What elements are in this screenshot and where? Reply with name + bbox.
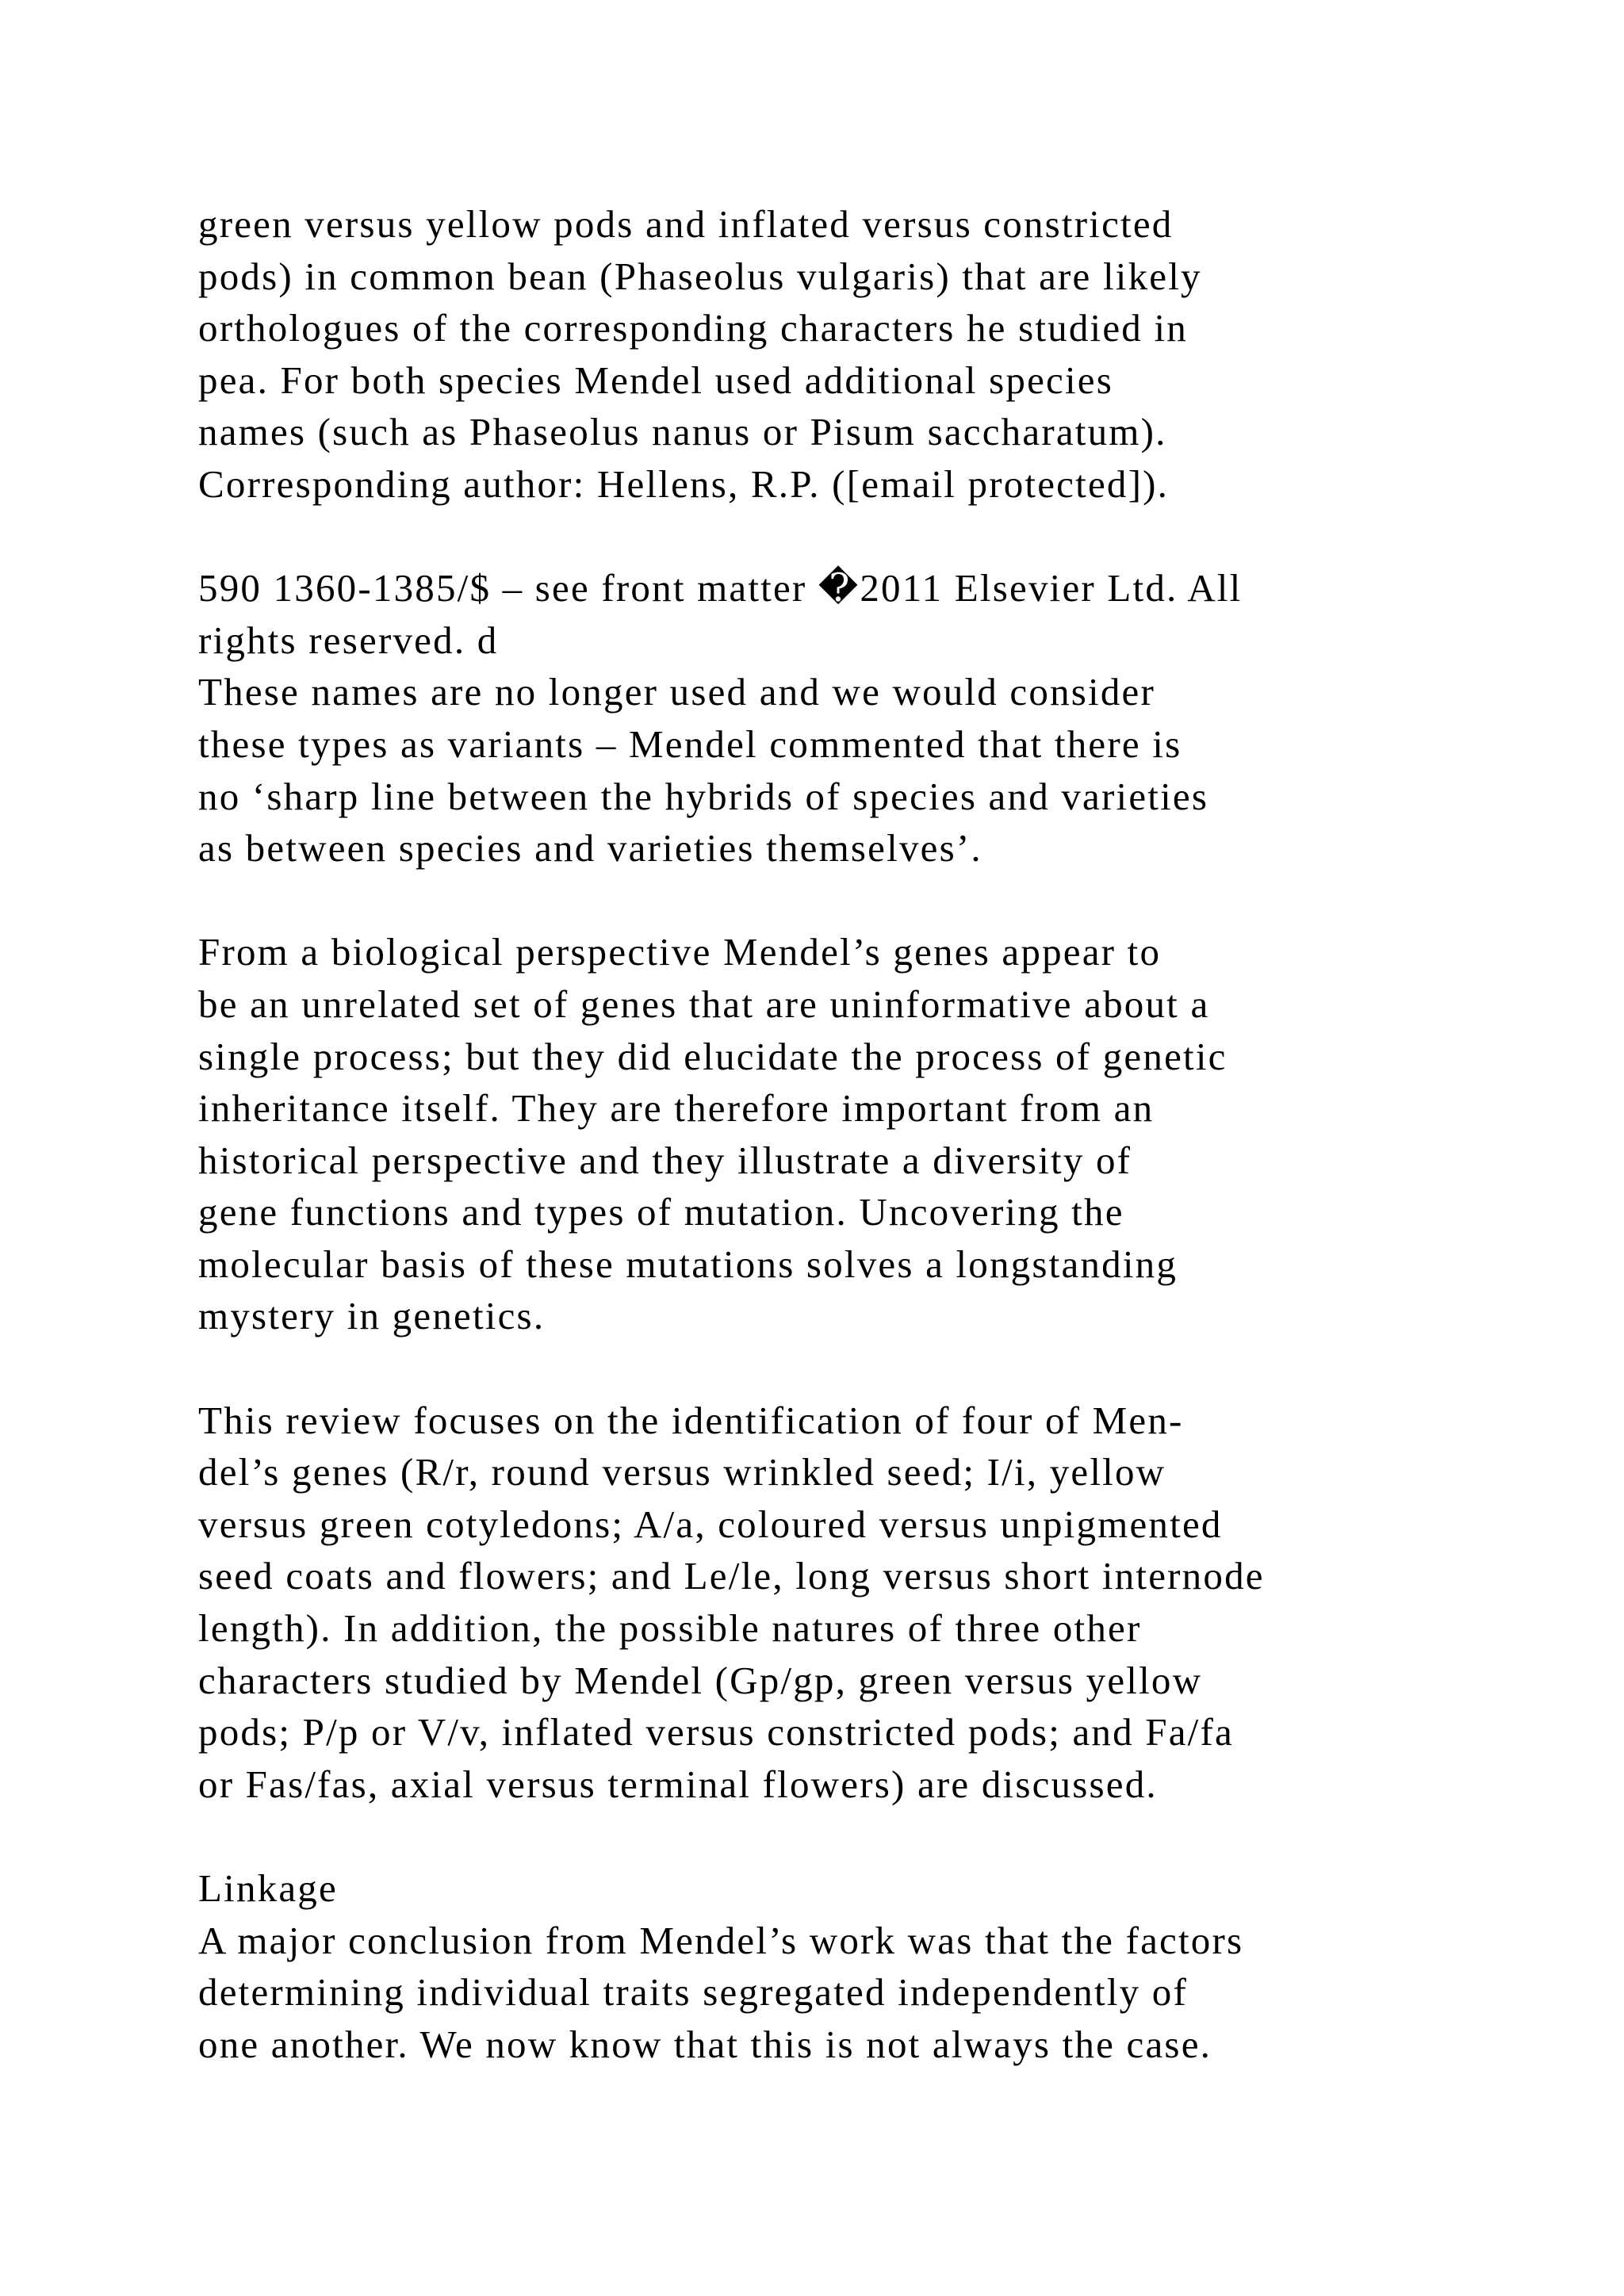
text-line: These names are no longer used and we would consider [198,670,1156,714]
text-line: pea. For both species Mendel used additional species [198,358,1114,402]
text-line: be an unrelated set of genes that are uninformative about a [198,982,1210,1026]
corresponding-author: Corresponding author: Hellens, R.P. ([email protected]). [198,461,1170,506]
text-line: pods; P/p or V/v, inflated versus constricted pods; and Fa/fa [198,1710,1234,1755]
paragraph-bean-orthologues [198,198,1594,511]
text-line: green versus yellow pods and inflated versus constricted [198,202,1174,246]
text-line: length). In addition, the possible natures of three other [198,1606,1142,1651]
paragraph-gap [198,1342,1594,1395]
text-line: characters studied by Mendel (Gp/gp, green versus yellow [198,1658,1203,1702]
paragraph-gap [198,1810,1594,1862]
section-heading: Linkage [198,1866,338,1910]
copyright-line: 590 1360-1385/$ – see front matter �2011 Elsevier Ltd. All [198,566,1243,610]
paragraph-gap [198,511,1594,563]
text-line: A major conclusion from Mendel’s work was that the factors [198,1918,1244,1962]
text-line: these types as variants – Mendel commented that there is [198,721,1182,766]
text-line: mystery in genetics. [198,1294,546,1338]
text-line: From a biological perspective Mendel’s genes appear to [198,930,1162,974]
paragraph-copyright-and-names [198,562,1594,874]
text-line: seed coats and flowers; and Le/le, long versus short internode [198,1554,1265,1598]
text-line: names (such as Phaseolus nanus or Pisum saccharatum). [198,410,1167,454]
text-line: or Fas/fas, axial versus terminal flowers) are discussed. [198,1762,1158,1806]
section-linkage [198,1862,1594,2070]
paragraph-review-focus [198,1395,1594,1811]
text-line: molecular basis of these mutations solves a longstanding [198,1242,1178,1286]
text-line: historical perspective and they illustrate a diversity of [198,1138,1132,1182]
text-line: orthologues of the corresponding characters he studied in [198,306,1188,350]
paragraph-biological-perspective [198,926,1594,1342]
copyright-line: rights reserved. d [198,618,499,662]
text-line: single process; but they did elucidate the process of genetic [198,1034,1228,1078]
text-line: pods) in common bean (Phaseolus vulgaris) that are likely [198,254,1202,298]
text-line: as between species and varieties themselves’. [198,826,982,871]
document-page [198,198,1594,2070]
text-line: versus green cotyledons; A/a, coloured versus unpigmented [198,1502,1223,1546]
text-line: one another. We now know that this is not always the case. [198,2022,1212,2066]
text-line: gene functions and types of mutation. Uncovering the [198,1190,1124,1234]
text-line: no ‘sharp line between the hybrids of species and varieties [198,774,1209,818]
text-line: determining individual traits segregated independently of [198,1970,1188,2015]
text-line: del’s genes (R/r, round versus wrinkled seed; I/i, yellow [198,1450,1166,1494]
text-line: inheritance itself. They are therefore important from an [198,1086,1155,1131]
text-line: This review focuses on the identification of four of Men- [198,1398,1184,1442]
paragraph-gap [198,874,1594,927]
